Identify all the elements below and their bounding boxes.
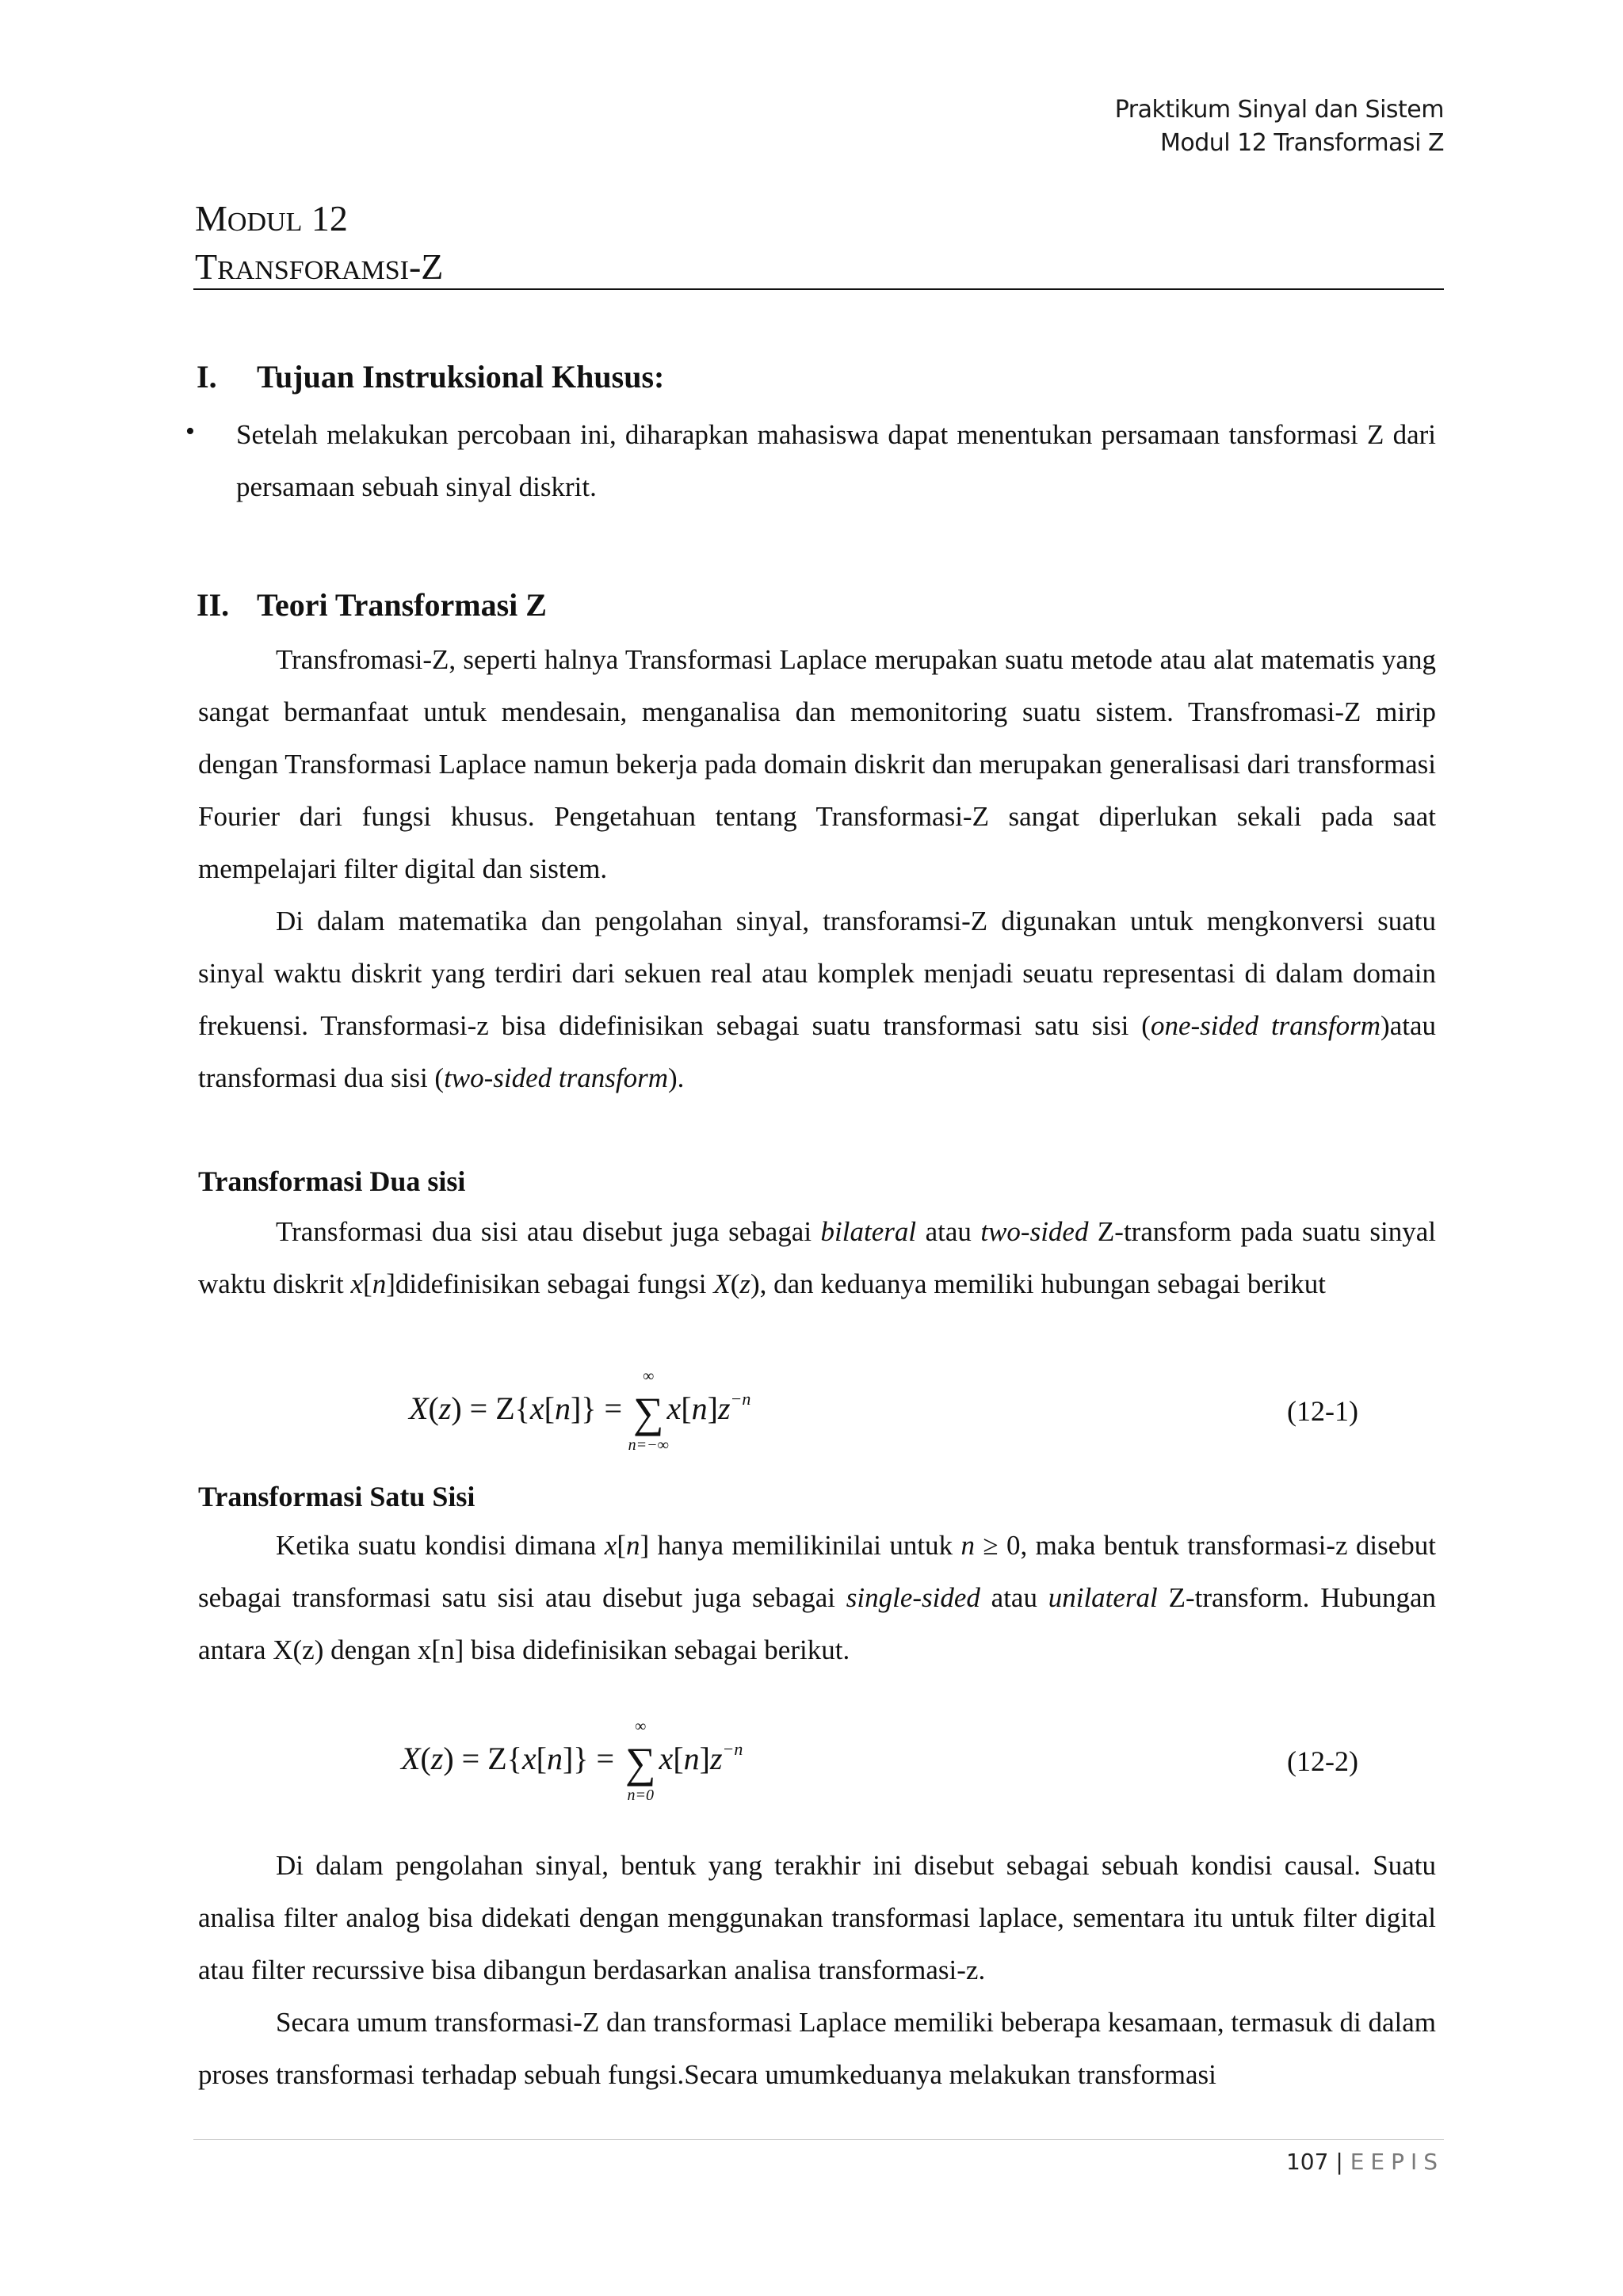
- page-number: 107: [1285, 2149, 1329, 2175]
- objective-text: Setelah melakukan percobaan ini, diharapkan mahasiswa dapat menentukan persamaan tansformasi Z dari persamaan sebuah sinyal diskrit.: [236, 419, 1436, 502]
- bullet-icon: •: [185, 417, 195, 446]
- footer-divider: [193, 2139, 1444, 2140]
- module-title: [195, 196, 443, 293]
- header-module: Modul 12 Transformasi Z: [1159, 129, 1444, 157]
- equation-number-12-2: (12-2): [1287, 1745, 1358, 1777]
- equation-12-1: X(z) = Z{x[n]} = ∑ ∞ n=−∞ $x[n]z^{-n}$: [409, 1367, 751, 1454]
- footer-separator: |: [1335, 2149, 1343, 2175]
- theory-paragraph-1: Transfromasi-Z, seperti halnya Transformasi Laplace merupakan suatu metode atau alat matematis yang sangat bermanfaat untuk mendesain, menganalisa dan memonitoring suatu sistem. Transfromasi-Z mirip dengan Transformasi Laplace namun bekerja pada domain diskrit dan merupakan generalisasi dari transformasi Fourier dari fungsi khusus. Pengetahuan tentang Transformasi-Z sangat diperlukan sekali pada saat mempelajari filter digital dan sistem.: [198, 644, 1436, 884]
- theory-paragraph-2: Di dalam matematika dan pengolahan sinyal, transforamsi-Z digunakan untuk mengkonversi suatu sinyal waktu diskrit yang terdiri dari sekuen real atau komplek menjadi seuatu representasi di dalam domain frekuensi. Transformasi-z bisa didefinisikan sebagai suatu transformasi satu sisi (one-sided transform)atau transformasi dua sisi (two-sided transform).: [198, 906, 1436, 1093]
- subheading-two-sided: Transformasi Dua sisi: [198, 1165, 466, 1197]
- title-divider: [193, 288, 1444, 290]
- closing-paragraph-1: Di dalam pengolahan sinyal, bentuk yang terakhir ini disebut sebagai sebuah kondisi causal. Suatu analisa filter analog bisa didekati dengan menggunakan transformasi laplace, sementara itu untuk filter digital atau filter recurssive bisa dibangun berdasarkan analisa transformasi-z.: [198, 1850, 1436, 1985]
- equation-12-2: X(z) = Z{x[n]} = ∑ ∞ n=0 $x[n]z^{-n}$: [401, 1718, 743, 1804]
- sigma-symbol: ∑ ∞ n=0: [625, 1718, 656, 1804]
- subheading-one-sided: Transformasi Satu Sisi: [198, 1481, 475, 1512]
- closing-paragraph-2: Secara umum transformasi-Z dan transformasi Laplace memiliki beberapa kesamaan, termasuk di dalam proses transformasi terhadap sebuah fungsi.Secara umumkeduanya melakukan transformasi: [198, 2007, 1436, 2090]
- sigma-symbol: ∑ ∞ n=−∞: [628, 1367, 669, 1454]
- module-name: TRANSFORAMSI-Z: [195, 246, 444, 287]
- page-footer: [1286, 2149, 1444, 2175]
- section-1-heading: I. Tujuan Instruksional Khusus:: [197, 359, 665, 395]
- page-header: [1115, 93, 1444, 160]
- equation-number-12-1: (12-1): [1287, 1395, 1358, 1427]
- header-course: Praktikum Sinyal dan Sistem: [1114, 96, 1444, 124]
- two-sided-paragraph: Transformasi dua sisi atau disebut juga sebagai bilateral atau two-sided Z-transform pada suatu sinyal waktu diskrit x[n]didefinisikan sebagai fungsi X(z), dan keduanya memiliki hubungan sebagai berikut: [198, 1216, 1437, 1299]
- module-number: MODUL 12: [195, 198, 348, 238]
- footer-org: EEPIS: [1350, 2149, 1444, 2175]
- one-sided-paragraph: Ketika suatu kondisi dimana x[n] hanya memilikinilai untuk n ≥ 0, maka bentuk transformasi-z disebut sebagai transformasi satu sisi atau disebut juga sebagai single-sided atau unilateral Z-transform. Hubungan antara X(z) dengan x[n] bisa didefinisikan sebagai berikut.: [198, 1530, 1437, 1665]
- section-2-heading: II. Teori Transformasi Z: [197, 587, 547, 623]
